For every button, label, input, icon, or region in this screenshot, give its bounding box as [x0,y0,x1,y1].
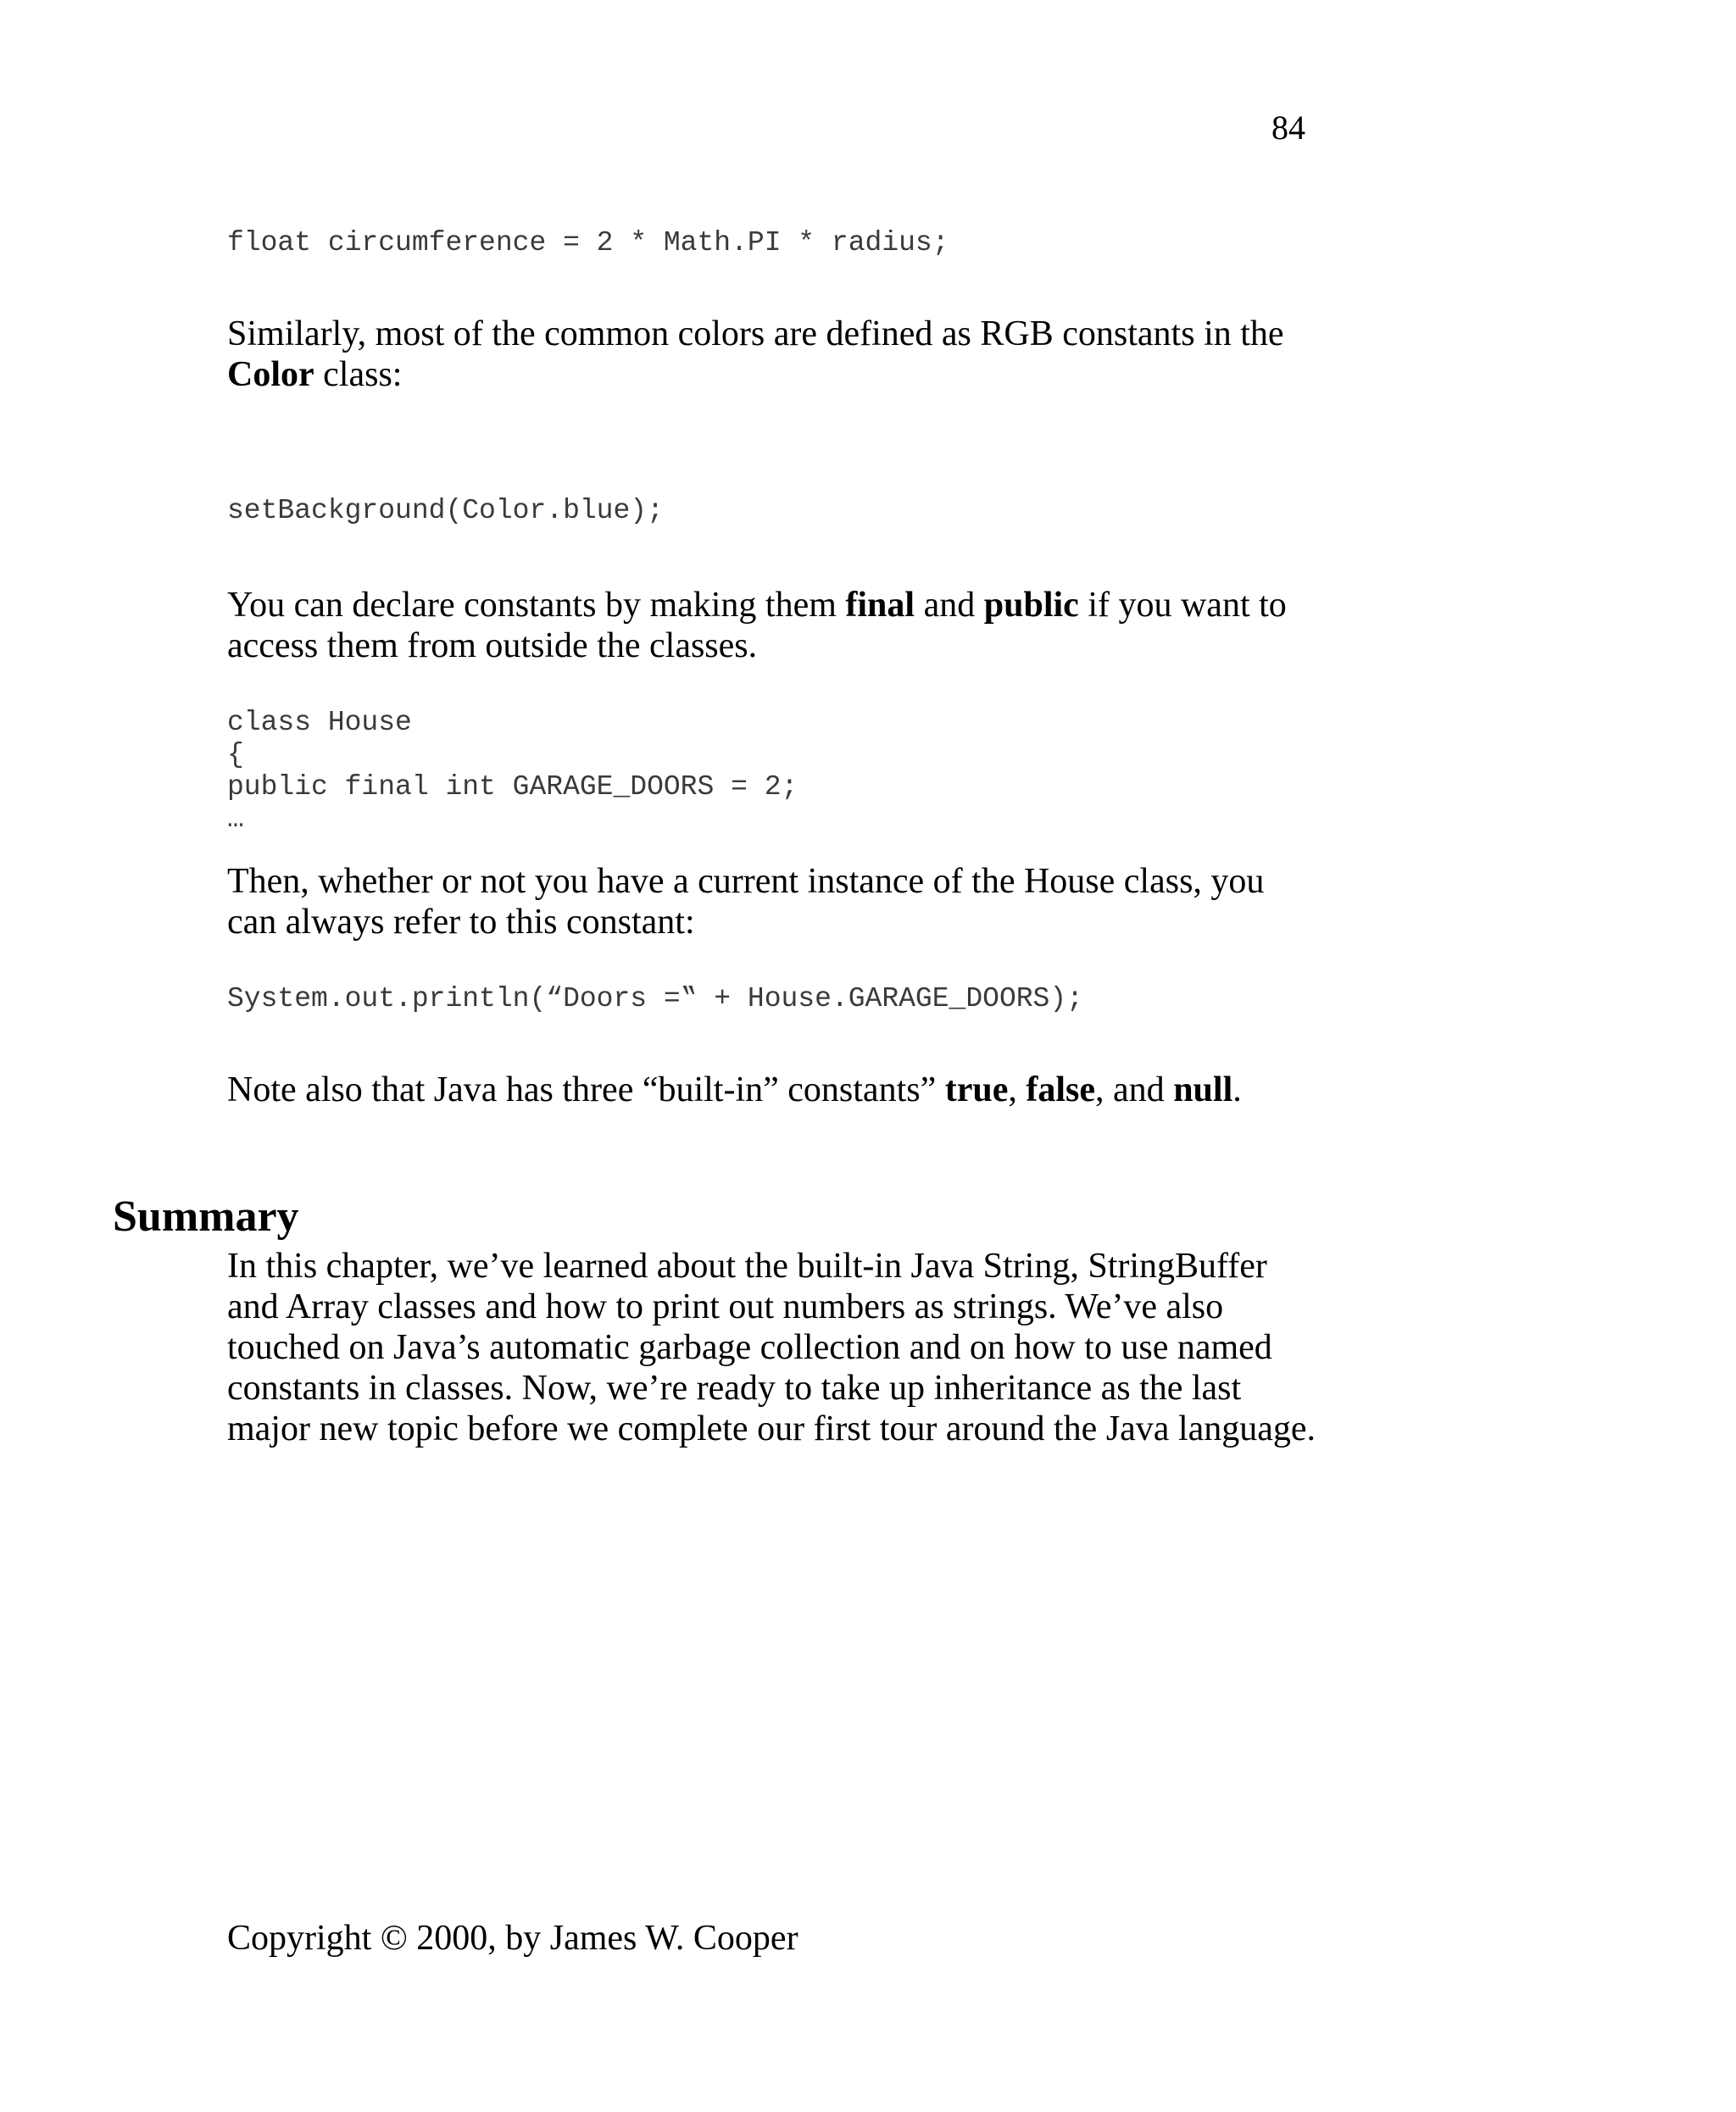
declare-text-1: You can declare constants by making them [227,586,846,625]
summary-heading: Summary [113,1192,299,1241]
summary-line: and Array classes and how to print out numbers as strings. We’ve also [227,1287,1224,1326]
declare-text-2: and [915,586,984,625]
summary-line: constants in classes. Now, we’re ready to take up inheritance as the last [227,1369,1242,1408]
summary-line: touched on Java’s automatic garbage collection and on how to use named [227,1328,1272,1367]
declare-line2: access them from outside the classes. [227,626,758,665]
code-circumference: float circumference = 2 * Math.PI * radius; [227,227,949,258]
copyright-footer: Copyright © 2000, by James W. Cooper [227,1919,798,1958]
paragraph-declare-constants [227,585,1329,666]
page-number: 84 [1271,108,1305,147]
code-house-class [227,707,798,836]
keyword-public: public [983,586,1079,625]
refer-line1: Then, whether or not you have a current instance of the House class, you [227,862,1265,901]
paragraph-colors-rest: class: [314,355,403,394]
builtin-text-1: Note also that Java has three “built-in” constants” [227,1070,945,1109]
code-set-background: setBackground(Color.blue); [227,495,664,526]
builtin-text-2: , [1008,1070,1027,1109]
code-line: { [227,739,244,770]
keyword-false: false [1026,1070,1096,1109]
color-class-name: Color [227,355,314,394]
paragraph-builtin-constants [227,1070,1329,1110]
builtin-text-3: , and [1095,1070,1174,1109]
code-line: … [227,803,244,835]
paragraph-colors [227,314,1329,395]
summary-line: major new topic before we complete our first tour around the Java language. [227,1409,1316,1448]
summary-line: In this chapter, we’ve learned about the built-in Java String, StringBuffer [227,1247,1267,1286]
declare-text-3: if you want to [1078,586,1287,625]
builtin-text-4: . [1232,1070,1242,1109]
refer-line2: can always refer to this constant: [227,903,695,942]
code-line: public final int GARAGE_DOORS = 2; [227,771,798,803]
summary-paragraph [227,1246,1329,1449]
keyword-null: null [1173,1070,1233,1109]
code-println: System.out.println(“Doors =‟ + House.GARAGE_DOORS); [227,983,1083,1014]
paragraph-colors-line1: Similarly, most of the common colors are defined as RGB constants in the [227,314,1284,353]
keyword-true: true [944,1070,1009,1109]
code-line: class House [227,707,412,738]
paragraph-refer-constant [227,861,1329,942]
keyword-final: final [845,586,915,625]
